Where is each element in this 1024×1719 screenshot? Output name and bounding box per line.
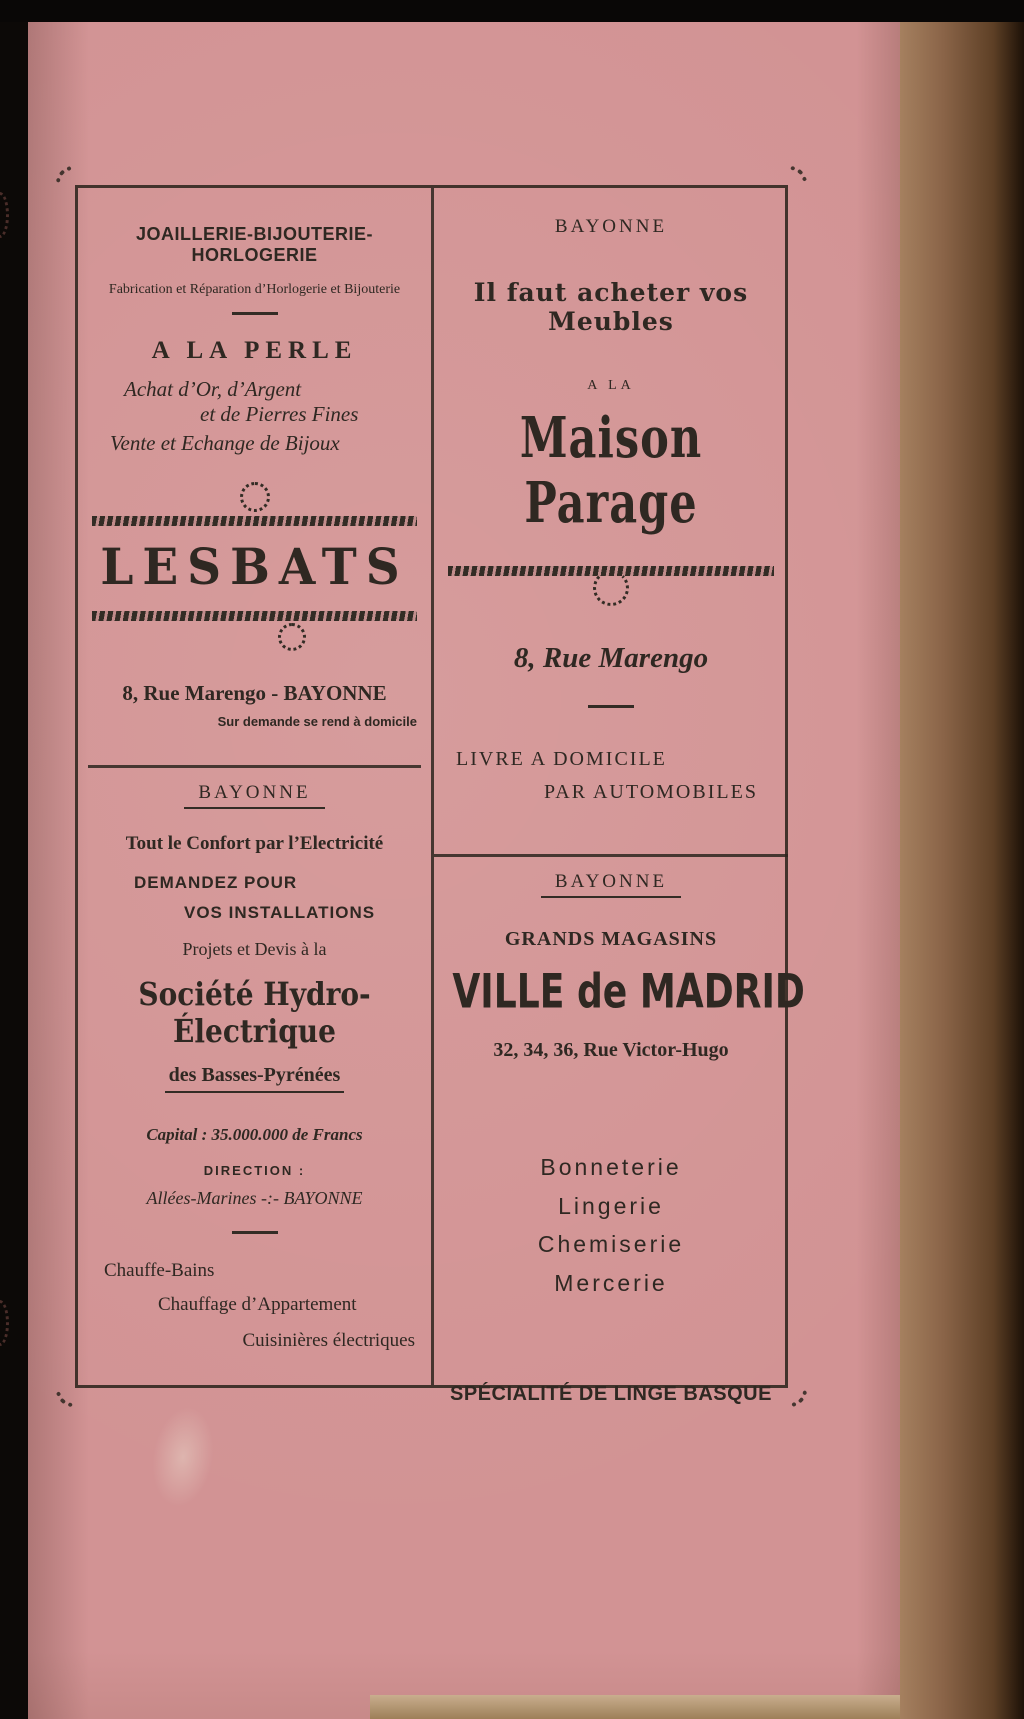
brand-name: LESBATS (100, 538, 409, 597)
madrid-product-list (444, 1154, 778, 1297)
trade-subheading: Fabrication et Réparation d’Horlogerie et Bijouterie (108, 282, 401, 297)
dotted-semicircle-ornament (593, 570, 629, 606)
product-line: Chemiserie (537, 1231, 685, 1257)
city-heading: BAYONNE (541, 871, 681, 898)
facing-page-corner-ornament (0, 1300, 9, 1346)
ad-ville-de-madrid (444, 871, 805, 1406)
dash-divider (232, 1231, 278, 1234)
right-column (434, 188, 805, 1405)
product-line: Lingerie (558, 1193, 664, 1219)
dash-divider (232, 312, 278, 315)
facing-page-corner-ornament (0, 192, 9, 238)
delivery-line: LIVRE A DOMICILE (456, 748, 667, 770)
slogan: Il faut acheter vos Meubles (473, 278, 749, 336)
shop-name: A LA PERLE (151, 337, 358, 364)
capital-line: Capital : 35.000.000 de Francs (146, 1125, 363, 1144)
dotted-circle-ornament (240, 482, 270, 512)
delivery-line: PAR AUTOMOBILES (544, 781, 758, 803)
product-line: Cuisinières électriques (242, 1330, 415, 1351)
cta-line: VOS INSTALLATIONS (184, 903, 376, 922)
cta-line: DEMANDEZ POUR (134, 873, 298, 892)
dash-divider (588, 705, 634, 708)
product-line: Chauffage d’Appartement (158, 1294, 357, 1315)
city-heading: BAYONNE (184, 782, 324, 809)
section-divider (434, 854, 788, 857)
photo-background (0, 0, 1024, 22)
company-region (88, 1064, 421, 1093)
ad-lesbats-jeweller (88, 224, 421, 729)
ad-maison-parage (444, 216, 778, 804)
company-region-text: des Basses-Pyrénées (165, 1064, 345, 1093)
home-service-note: Sur demande se rend à domicile (217, 714, 417, 729)
direction-label: DIRECTION : (203, 1163, 306, 1178)
services-line: et de Pierres Fines (200, 402, 359, 426)
direction-address: Allées-Marines -:- BAYONNE (146, 1188, 363, 1208)
store-name: VILLE de MADRID (452, 963, 805, 1019)
book-edge (900, 0, 1024, 1719)
street-address: 32, 34, 36, Rue Victor-Hugo (493, 1039, 729, 1061)
hatched-bar-ornament (92, 516, 417, 526)
street-address: 8, Rue Marengo (513, 642, 709, 674)
left-column (78, 188, 431, 1385)
store-name: Maison Parage (519, 405, 703, 537)
company-name: Société Hydro-Électrique (138, 976, 371, 1050)
prefix-line: A LA (587, 378, 635, 393)
product-line: Mercerie (554, 1270, 668, 1296)
services-line: Vente et Echange de Bijoux (110, 431, 340, 455)
specialty-line: SPÉCIALITÉ DE LINGE BASQUE (450, 1383, 772, 1405)
city-heading: BAYONNE (554, 216, 668, 237)
lead-line: Projets et Devis à la (182, 939, 327, 959)
page-stack-edge (370, 1695, 900, 1719)
store-type: GRANDS MAGASINS (504, 928, 718, 950)
section-divider (88, 765, 421, 768)
ad-hydro-electrique (88, 782, 421, 1352)
product-line: Bonneterie (540, 1154, 682, 1180)
product-line: Chauffe-Bains (104, 1260, 215, 1281)
slogan: Tout le Confort par l’Electricité (125, 833, 384, 854)
hatched-bar-ornament (92, 611, 417, 621)
dotted-circle-ornament (278, 623, 306, 651)
services-line: Achat d’Or, d’Argent (124, 377, 302, 401)
advert-frame (75, 185, 805, 1405)
trade-heading: JOAILLERIE-BIJOUTERIE-HORLOGERIE (135, 224, 374, 265)
street-address: 8, Rue Marengo - BAYONNE (122, 681, 387, 705)
